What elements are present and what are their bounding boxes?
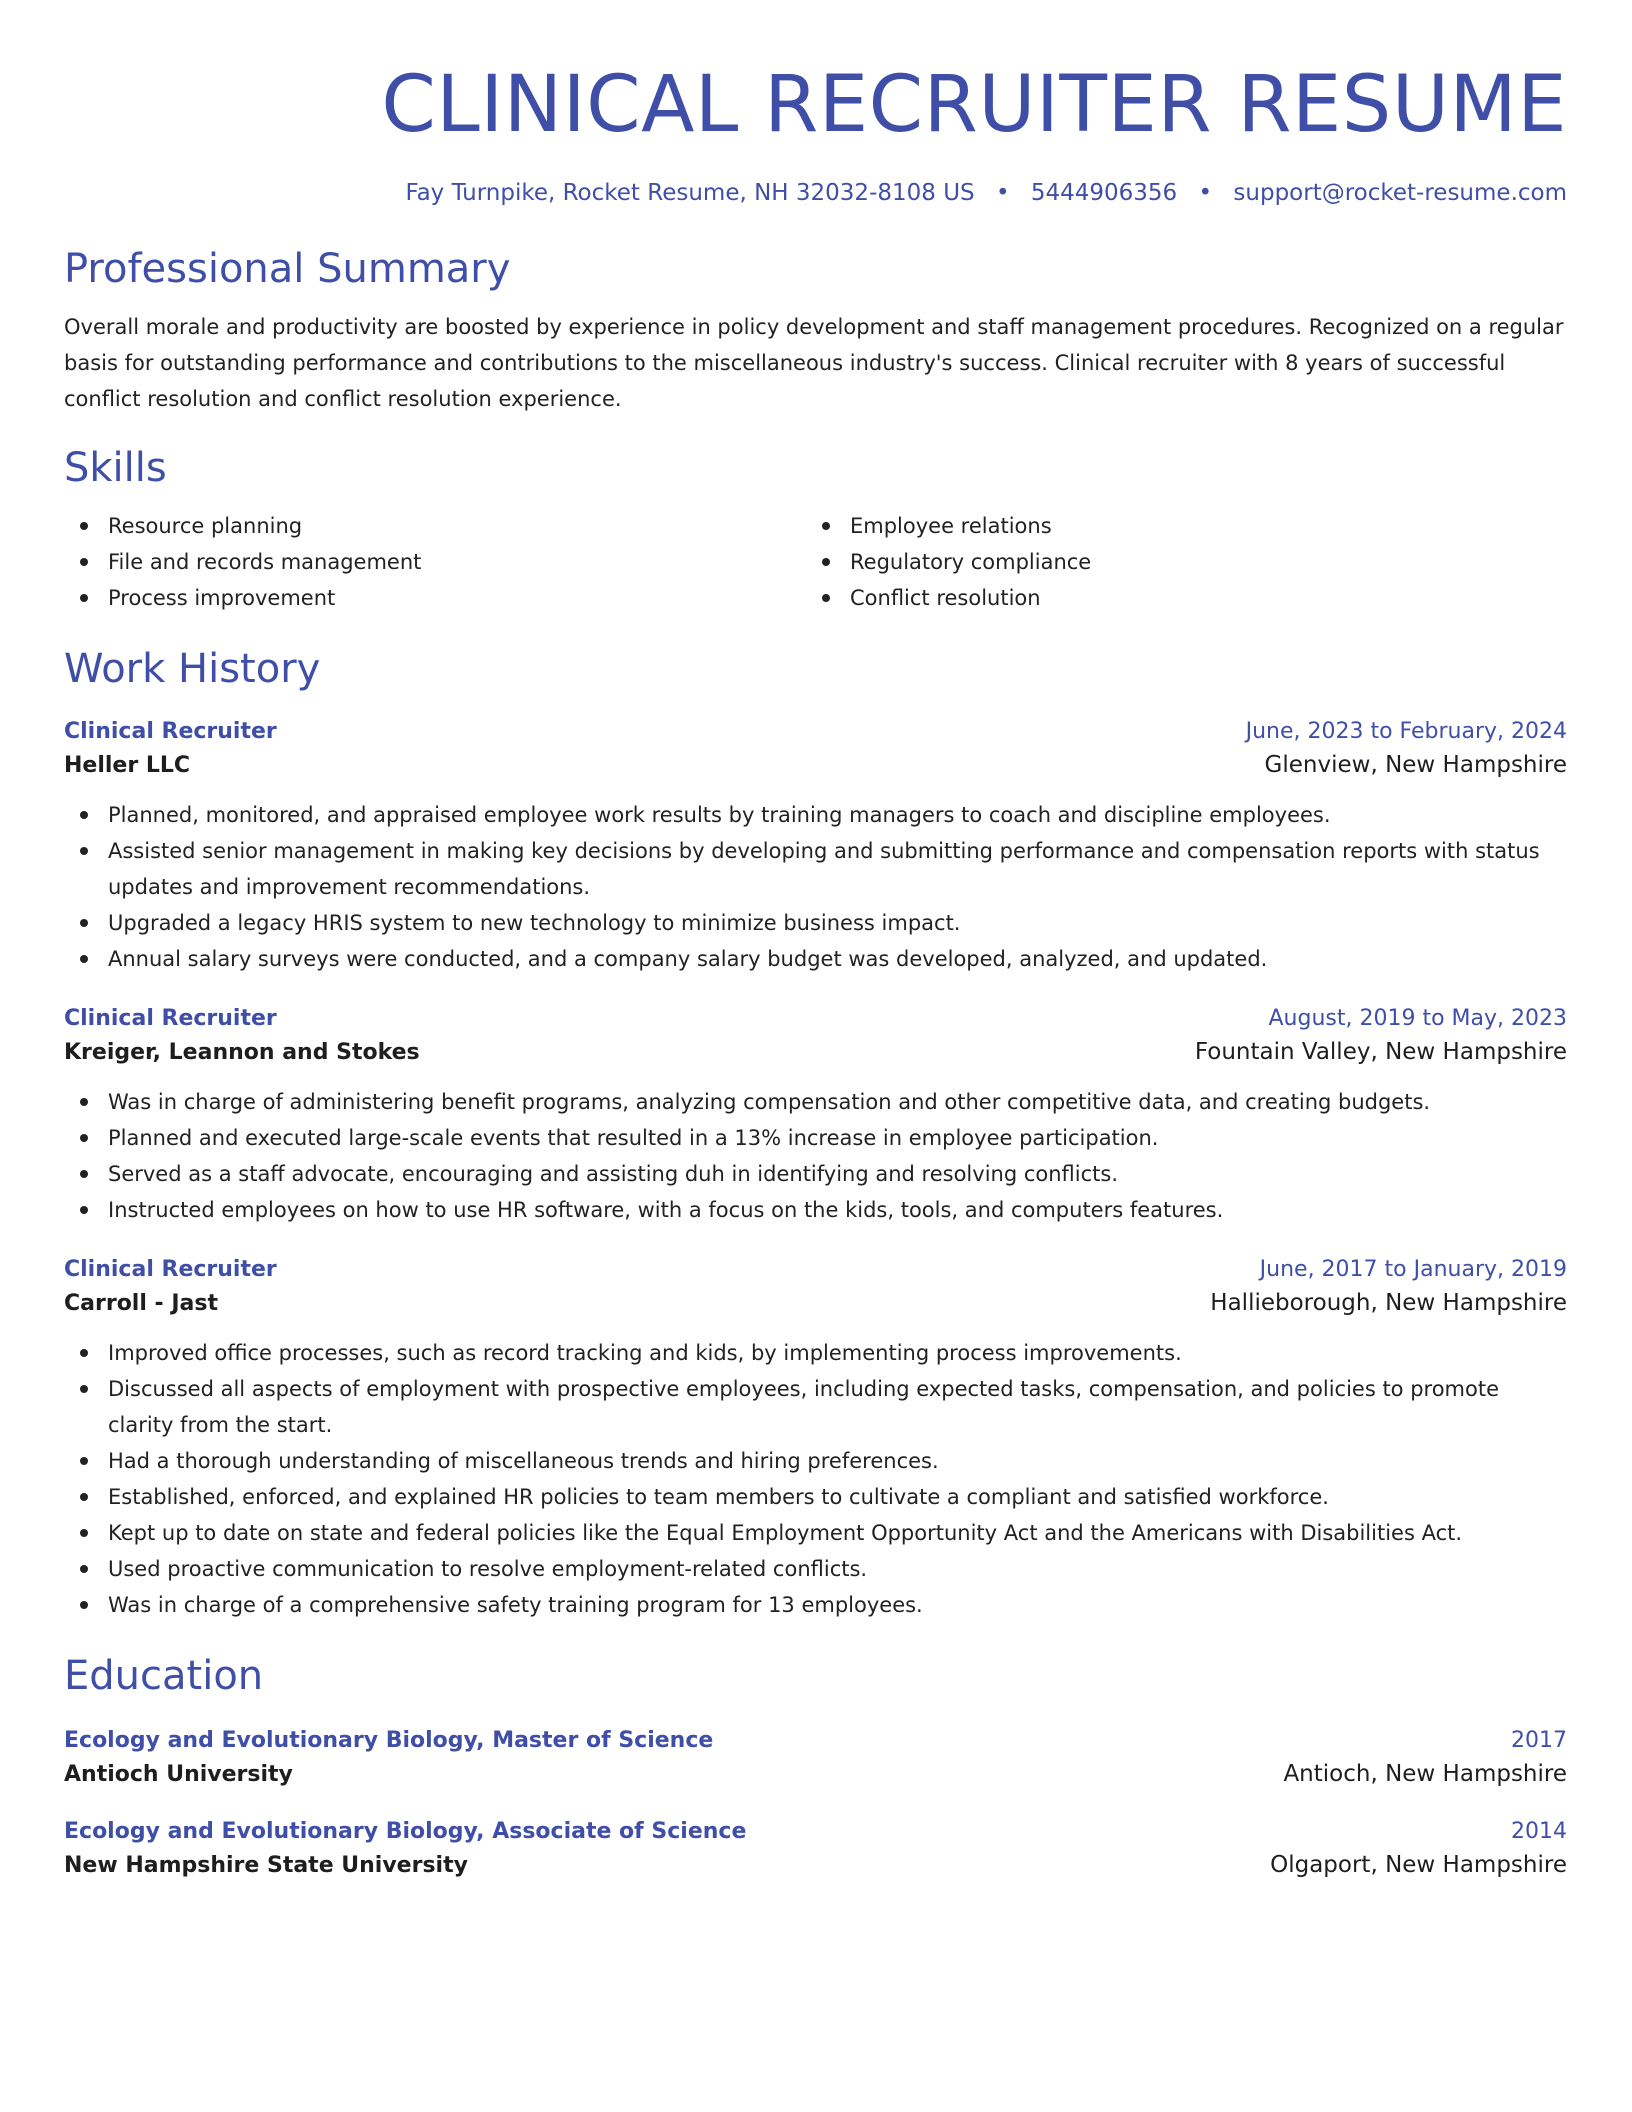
bullet-icon xyxy=(80,558,88,566)
job-dates: August, 2019 to May, 2023 xyxy=(1268,1006,1567,1031)
list-item: Discussed all aspects of employment with prospective employees, including expected tasks, compensation, and policies to promote clarity from the start. xyxy=(64,1371,1567,1443)
list-item: Served as a staff advocate, encouraging and assisting duh in identifying and resolving conflicts. xyxy=(64,1156,1567,1192)
bullet-icon xyxy=(80,594,88,602)
job-entry xyxy=(64,1003,1567,1228)
list-item: Planned and executed large-scale events that resulted in a 13% increase in employee participation. xyxy=(64,1120,1567,1156)
job-location: Hallieborough, New Hampshire xyxy=(1210,1290,1567,1316)
bullet-icon xyxy=(80,1601,88,1609)
company-name: Carroll - Jast xyxy=(64,1291,218,1316)
job-entry xyxy=(64,1254,1567,1623)
list-item: Assisted senior management in making key decisions by developing and submitting performance and compensation reports with status updates and improvement recommendations. xyxy=(64,833,1567,905)
contact-phone: 5444906356 xyxy=(1030,180,1178,206)
job-entry xyxy=(64,716,1567,977)
job-bullets xyxy=(64,1335,1567,1623)
bullet-icon xyxy=(80,1170,88,1178)
company-name: Kreiger, Leannon and Stokes xyxy=(64,1040,420,1065)
education-section xyxy=(64,1651,1567,1883)
skill-item: Regulatory compliance xyxy=(806,544,1548,580)
bullet-icon xyxy=(80,1385,88,1393)
contact-separator: • xyxy=(1198,180,1213,206)
skills-columns xyxy=(64,508,1567,616)
skill-item: Process improvement xyxy=(64,580,806,616)
list-item: Had a thorough understanding of miscellaneous trends and hiring preferences. xyxy=(64,1443,1567,1479)
bullet-icon xyxy=(80,847,88,855)
list-item: Improved office processes, such as record tracking and kids, by implementing process improvements. xyxy=(64,1335,1567,1371)
resume-page xyxy=(64,0,1567,1883)
education-subheader xyxy=(64,1848,1567,1883)
degree-name: Ecology and Evolutionary Biology, Master of Science xyxy=(64,1728,714,1753)
job-dates: June, 2023 to February, 2024 xyxy=(1245,719,1567,744)
skills-list-left xyxy=(64,508,806,616)
job-bullets xyxy=(64,797,1567,977)
education-heading: Education xyxy=(64,1653,264,1699)
skills-heading: Skills xyxy=(64,445,167,491)
skill-item: File and records management xyxy=(64,544,806,580)
contact-line xyxy=(64,178,1567,208)
job-header xyxy=(64,716,1567,748)
summary-text: Overall morale and productivity are boosted by experience in policy development and staff management procedures. Recognized on a regular basis for outstanding performance and contributions to the miscellaneous industry's success. Clinical recruiter with 8 years of successful conflict resolution and conflict resolution experience. xyxy=(64,315,1564,411)
job-subheader xyxy=(64,748,1567,783)
job-location: Fountain Valley, New Hampshire xyxy=(1194,1039,1567,1065)
bullet-icon xyxy=(80,955,88,963)
skill-item: Resource planning xyxy=(64,508,806,544)
list-item: Upgraded a legacy HRIS system to new technology to minimize business impact. xyxy=(64,905,1567,941)
job-subheader xyxy=(64,1035,1567,1070)
skills-list-right xyxy=(806,508,1548,616)
bullet-icon xyxy=(80,1529,88,1537)
job-location: Glenview, New Hampshire xyxy=(1264,752,1567,778)
list-item: Established, enforced, and explained HR policies to team members to cultivate a compliant and satisfied workforce. xyxy=(64,1479,1567,1515)
list-item: Planned, monitored, and appraised employee work results by training managers to coach and discipline employees. xyxy=(64,797,1567,833)
education-subheader xyxy=(64,1757,1567,1792)
school-location: Antioch, New Hampshire xyxy=(1283,1761,1567,1787)
contact-address: Fay Turnpike, Rocket Resume, NH 32032-8108 US xyxy=(405,180,975,206)
bullet-icon xyxy=(80,1206,88,1214)
education-header xyxy=(64,1816,1567,1848)
bullet-icon xyxy=(80,811,88,819)
school-location: Olgaport, New Hampshire xyxy=(1270,1852,1567,1878)
bullet-icon xyxy=(80,1134,88,1142)
job-subheader xyxy=(64,1286,1567,1321)
bullet-icon xyxy=(80,919,88,927)
bullet-icon xyxy=(80,1349,88,1357)
education-entry xyxy=(64,1816,1567,1883)
bullet-icon xyxy=(80,1098,88,1106)
summary-heading: Professional Summary xyxy=(64,246,511,292)
list-item: Annual salary surveys were conducted, and a company salary budget was developed, analyzed, and updated. xyxy=(64,941,1567,977)
list-item: Was in charge of a comprehensive safety training program for 13 employees. xyxy=(64,1587,1567,1623)
education-header xyxy=(64,1725,1567,1757)
list-item: Kept up to date on state and federal policies like the Equal Employment Opportunity Act and the Americans with Disabilities Act. xyxy=(64,1515,1567,1551)
bullet-icon xyxy=(80,522,88,530)
job-title: Clinical Recruiter xyxy=(64,1257,277,1282)
bullet-icon xyxy=(822,594,830,602)
job-dates: June, 2017 to January, 2019 xyxy=(1259,1257,1567,1282)
job-title: Clinical Recruiter xyxy=(64,719,277,744)
bullet-icon xyxy=(80,1457,88,1465)
school-name: Antioch University xyxy=(64,1762,293,1787)
bullet-icon xyxy=(80,1565,88,1573)
bullet-icon xyxy=(80,1493,88,1501)
resume-title: CLINICAL RECRUITER RESUME xyxy=(381,60,1567,150)
summary-section xyxy=(64,244,1567,417)
graduation-year: 2014 xyxy=(1511,1819,1567,1844)
work-history-section xyxy=(64,644,1567,1623)
skill-item: Conflict resolution xyxy=(806,580,1548,616)
school-name: New Hampshire State University xyxy=(64,1853,468,1878)
education-entry xyxy=(64,1725,1567,1792)
list-item: Was in charge of administering benefit programs, analyzing compensation and other competitive data, and creating budgets. xyxy=(64,1084,1567,1120)
contact-separator: • xyxy=(995,180,1010,206)
degree-name: Ecology and Evolutionary Biology, Associate of Science xyxy=(64,1819,747,1844)
job-title: Clinical Recruiter xyxy=(64,1006,277,1031)
skill-item: Employee relations xyxy=(806,508,1548,544)
bullet-icon xyxy=(822,558,830,566)
job-bullets xyxy=(64,1084,1567,1228)
list-item: Used proactive communication to resolve employment-related conflicts. xyxy=(64,1551,1567,1587)
graduation-year: 2017 xyxy=(1511,1728,1567,1753)
skills-section xyxy=(64,443,1567,616)
work-history-heading: Work History xyxy=(64,646,321,692)
bullet-icon xyxy=(822,522,830,530)
company-name: Heller LLC xyxy=(64,753,191,778)
job-header xyxy=(64,1254,1567,1286)
list-item: Instructed employees on how to use HR software, with a focus on the kids, tools, and computers features. xyxy=(64,1192,1567,1228)
contact-email: support@rocket-resume.com xyxy=(1233,180,1567,206)
job-header xyxy=(64,1003,1567,1035)
